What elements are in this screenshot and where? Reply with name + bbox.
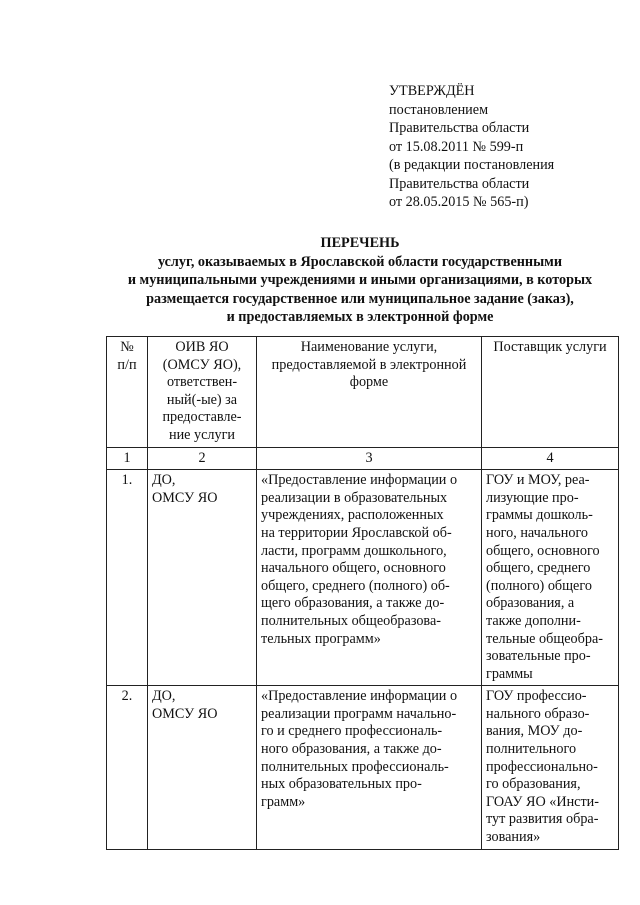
cell-text: го образования,: [486, 776, 581, 793]
cell-text: ОМСУ ЯО: [152, 705, 218, 722]
cell-text: ГОУ и МОУ, реа-: [486, 472, 590, 489]
cell-text: общего, среднего: [486, 560, 591, 577]
approval-line: УТВЕРЖДЁН: [389, 83, 475, 99]
cell-text: полнительных профессиональ-: [261, 758, 449, 775]
cell-text: ных образовательных про-: [261, 776, 422, 793]
cell-text: реализации программ начально-: [261, 705, 457, 722]
column-number: 3: [257, 447, 482, 470]
cell-text: ДО,: [152, 472, 176, 489]
header-oiv: [148, 337, 257, 448]
document-title: [80, 234, 640, 327]
title-line: и муниципальными учреждениями и иными организациями, в которых: [127, 272, 593, 288]
cell-text: на территории Ярославской об-: [261, 524, 452, 541]
column-number: 4: [482, 447, 619, 470]
cell-text: учреждениях, расположенных: [261, 507, 444, 524]
cell-text: ОМСУ ЯО: [152, 489, 218, 506]
row-service: [257, 470, 482, 686]
header-text: п/п: [117, 356, 137, 373]
row-oiv: [148, 686, 257, 849]
cell-text: реализации в образовательных: [261, 489, 448, 506]
cell-text: «Предоставление информации о: [261, 688, 458, 705]
row-oiv: [148, 470, 257, 686]
approval-line: от 28.05.2015 № 565-п): [389, 194, 529, 210]
header-text: форме: [349, 374, 389, 391]
cell-text: общего, основного: [486, 542, 600, 559]
services-table: [106, 336, 619, 850]
header-text: ответствен-: [166, 374, 238, 391]
table-row: [107, 686, 619, 849]
cell-text: зовательные про-: [486, 648, 591, 665]
cell-text: тельных программ»: [261, 630, 381, 647]
header-text: ние услуги: [168, 426, 235, 443]
table-row: [107, 470, 619, 686]
cell-text: ГОУ профессио-: [486, 688, 587, 705]
cell-text: ласти, программ дошкольного,: [261, 542, 447, 559]
cell-text: нального образо-: [486, 705, 590, 722]
cell-text: тельные общеобра-: [486, 630, 603, 647]
header-text: Поставщик услуги: [493, 339, 607, 355]
header-number: [107, 337, 148, 448]
cell-text: грамм»: [261, 793, 306, 810]
cell-text: вания, МОУ до-: [486, 723, 583, 740]
cell-text: граммы: [486, 665, 533, 682]
cell-text: граммы дошколь-: [486, 507, 593, 524]
header-text: (ОМСУ ЯО),: [162, 356, 242, 373]
table-header-row: [107, 337, 619, 448]
cell-text: полнительного: [486, 741, 577, 758]
header-text: предоставле-: [162, 409, 242, 426]
column-number: 2: [148, 447, 257, 470]
row-number: 2.: [107, 686, 148, 849]
column-number-row: [107, 447, 619, 470]
cell-text: «Предоставление информации о: [261, 472, 458, 489]
cell-text: полнительных общеобразова-: [261, 612, 441, 629]
approval-line: от 15.08.2011 № 599-п: [389, 138, 524, 155]
title-line: размещается государственное или муниципальное задание (заказ),: [146, 290, 574, 307]
column-number: 1: [107, 447, 148, 470]
cell-text: также дополни-: [486, 612, 581, 629]
approval-line: Правительства области: [389, 175, 530, 192]
title-line: услуг, оказываемых в Ярославской области государственными: [157, 253, 563, 270]
title-heading: ПЕРЕЧЕНЬ: [320, 235, 400, 251]
cell-text: образования, а: [486, 595, 575, 612]
header-provider: [482, 337, 619, 448]
header-text: предоставляемой в электронной: [271, 356, 467, 373]
cell-text: щего образования, а также до-: [261, 595, 445, 612]
row-provider: [482, 686, 619, 849]
cell-text: лизующие про-: [486, 489, 579, 506]
cell-text: (полного) общего: [486, 577, 592, 594]
cell-text: профессионально-: [486, 758, 598, 775]
cell-text: го и среднего профессиональ-: [261, 723, 443, 740]
cell-text: начального общего, основного: [261, 560, 446, 577]
header-text: №: [120, 339, 134, 355]
row-provider: [482, 470, 619, 686]
approval-line: постановлением: [389, 101, 489, 118]
title-line: и предоставляемых в электронной форме: [226, 309, 494, 325]
cell-text: ного, начального: [486, 524, 589, 541]
header-text: ОИВ ЯО: [175, 339, 229, 355]
header-service-name: [257, 337, 482, 448]
header-text: ный(-ые) за: [166, 391, 238, 408]
row-number: 1.: [107, 470, 148, 686]
cell-text: ГОАУ ЯО «Инсти-: [486, 793, 599, 810]
approval-stamp: [389, 82, 554, 212]
row-service: [257, 686, 482, 849]
approval-line: Правительства области: [389, 120, 530, 136]
cell-text: ДО,: [152, 688, 176, 705]
cell-text: ного образования, а также до-: [261, 741, 442, 758]
cell-text: зования»: [486, 829, 541, 846]
header-text: Наименование услуги,: [300, 339, 438, 355]
cell-text: общего, среднего (полного) об-: [261, 577, 450, 594]
cell-text: тут развития обра-: [486, 811, 599, 828]
approval-line: (в редакции постановления: [389, 157, 555, 173]
